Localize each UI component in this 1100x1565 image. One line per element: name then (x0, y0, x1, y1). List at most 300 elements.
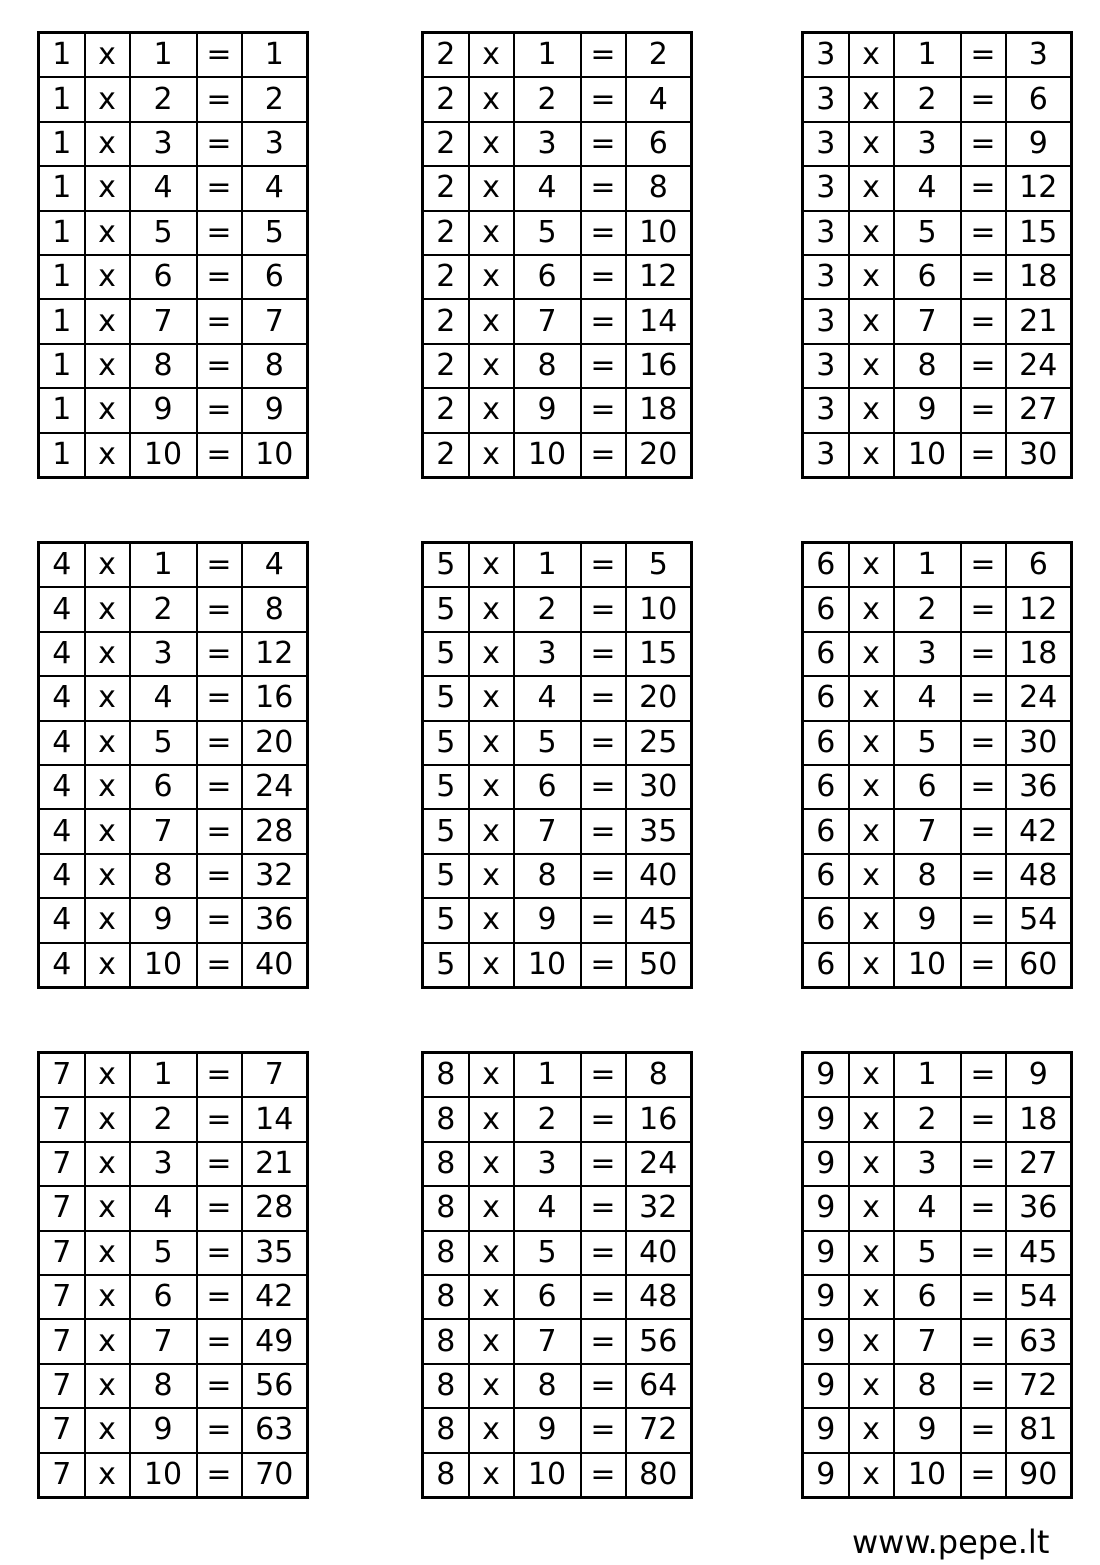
multiplier-cell: 6 (894, 765, 961, 809)
times-sign-cell: x (85, 1186, 130, 1230)
multiplicand-cell: 4 (39, 676, 85, 720)
table-row (803, 77, 1072, 121)
multiplier-cell: 2 (894, 77, 961, 121)
multiplier-cell: 10 (894, 1453, 961, 1498)
multiplicand-cell: 6 (803, 898, 849, 942)
times-sign-cell: x (85, 721, 130, 765)
times-sign-cell: x (849, 765, 894, 809)
times-sign-cell: x (849, 1142, 894, 1186)
times-sign-cell: x (85, 1097, 130, 1141)
product-cell: 64 (626, 1364, 692, 1408)
equals-sign-cell: = (197, 1053, 242, 1098)
table-row (423, 809, 692, 853)
multiplicand-cell: 7 (39, 1097, 85, 1141)
multiplicand-cell: 6 (803, 765, 849, 809)
times-sign-cell: x (849, 1275, 894, 1319)
multiplier-cell: 10 (514, 1453, 581, 1498)
table-row (39, 1186, 308, 1230)
multiplicand-cell: 6 (803, 809, 849, 853)
times-sign-cell: x (469, 166, 514, 210)
table-row (803, 543, 1072, 588)
equals-sign-cell: = (581, 122, 626, 166)
times-sign-cell: x (85, 809, 130, 853)
multiplier-cell: 7 (514, 299, 581, 343)
multiplier-cell: 1 (130, 33, 197, 78)
product-cell: 2 (626, 33, 692, 78)
product-cell: 63 (1006, 1319, 1072, 1363)
multiplicand-cell: 4 (39, 943, 85, 988)
product-cell: 32 (626, 1186, 692, 1230)
equals-sign-cell: = (197, 854, 242, 898)
equals-sign-cell: = (197, 765, 242, 809)
multiplier-cell: 6 (130, 765, 197, 809)
table-row (803, 1275, 1072, 1319)
table-row (803, 344, 1072, 388)
product-cell: 20 (626, 676, 692, 720)
multiplicand-cell: 7 (39, 1053, 85, 1098)
table-row (39, 1053, 308, 1098)
table-row (39, 943, 308, 988)
table-row (803, 721, 1072, 765)
product-cell: 24 (1006, 676, 1072, 720)
table-row (423, 433, 692, 478)
table-row (39, 1142, 308, 1186)
equals-sign-cell: = (581, 809, 626, 853)
equals-sign-cell: = (197, 1186, 242, 1230)
times-sign-cell: x (849, 587, 894, 631)
multiplier-cell: 4 (130, 676, 197, 720)
product-cell: 48 (1006, 854, 1072, 898)
multiplicand-cell: 7 (39, 1231, 85, 1275)
multiplicand-cell: 4 (39, 721, 85, 765)
equals-sign-cell: = (197, 166, 242, 210)
multiplicand-cell: 4 (39, 854, 85, 898)
multiplicand-cell: 2 (423, 122, 469, 166)
product-cell: 12 (242, 632, 308, 676)
product-cell: 49 (242, 1319, 308, 1363)
equals-sign-cell: = (581, 1053, 626, 1098)
times-sign-cell: x (849, 166, 894, 210)
multiplicand-cell: 4 (39, 898, 85, 942)
multiplier-cell: 6 (514, 255, 581, 299)
times-table-2 (421, 31, 693, 479)
table-row (803, 433, 1072, 478)
product-cell: 10 (242, 433, 308, 478)
multiplier-cell: 1 (514, 1053, 581, 1098)
multiplicand-cell: 9 (803, 1231, 849, 1275)
equals-sign-cell: = (581, 676, 626, 720)
multiplier-cell: 6 (130, 255, 197, 299)
equals-sign-cell: = (197, 255, 242, 299)
product-cell: 25 (626, 721, 692, 765)
multiplicand-cell: 2 (423, 211, 469, 255)
times-sign-cell: x (85, 1408, 130, 1452)
table-row (803, 388, 1072, 432)
product-cell: 56 (242, 1364, 308, 1408)
multiplicand-cell: 8 (423, 1097, 469, 1141)
equals-sign-cell: = (581, 543, 626, 588)
equals-sign-cell: = (581, 299, 626, 343)
multiplicand-cell: 2 (423, 255, 469, 299)
equals-sign-cell: = (581, 344, 626, 388)
product-cell: 36 (1006, 765, 1072, 809)
equals-sign-cell: = (961, 122, 1006, 166)
times-sign-cell: x (849, 721, 894, 765)
equals-sign-cell: = (581, 765, 626, 809)
equals-sign-cell: = (581, 33, 626, 78)
multiplier-cell: 1 (894, 543, 961, 588)
table-row (39, 166, 308, 210)
equals-sign-cell: = (961, 211, 1006, 255)
product-cell: 6 (242, 255, 308, 299)
times-sign-cell: x (849, 1319, 894, 1363)
multiplier-cell: 5 (894, 211, 961, 255)
product-cell: 3 (242, 122, 308, 166)
times-sign-cell: x (469, 1408, 514, 1452)
equals-sign-cell: = (197, 1364, 242, 1408)
multiplicand-cell: 9 (803, 1186, 849, 1230)
multiplier-cell: 9 (514, 388, 581, 432)
table-row (39, 344, 308, 388)
times-sign-cell: x (469, 721, 514, 765)
product-cell: 72 (626, 1408, 692, 1452)
multiplicand-cell: 5 (423, 854, 469, 898)
product-cell: 28 (242, 809, 308, 853)
equals-sign-cell: = (961, 1453, 1006, 1498)
multiplicand-cell: 5 (423, 676, 469, 720)
times-table-4 (37, 541, 309, 989)
multiplicand-cell: 6 (803, 721, 849, 765)
times-sign-cell: x (85, 898, 130, 942)
multiplicand-cell: 1 (39, 344, 85, 388)
table-row (423, 299, 692, 343)
table-row (423, 943, 692, 988)
multiplier-cell: 8 (514, 344, 581, 388)
product-cell: 12 (1006, 166, 1072, 210)
table-row (39, 898, 308, 942)
times-sign-cell: x (469, 898, 514, 942)
multiplier-cell: 9 (514, 1408, 581, 1452)
multiplier-cell: 5 (514, 211, 581, 255)
equals-sign-cell: = (197, 543, 242, 588)
product-cell: 12 (626, 255, 692, 299)
multiplicand-cell: 4 (39, 809, 85, 853)
table-row (39, 299, 308, 343)
product-cell: 6 (1006, 543, 1072, 588)
table-row (803, 211, 1072, 255)
multiplicand-cell: 5 (423, 587, 469, 631)
equals-sign-cell: = (961, 166, 1006, 210)
multiplicand-cell: 3 (803, 388, 849, 432)
times-sign-cell: x (849, 1231, 894, 1275)
multiplier-cell: 10 (514, 433, 581, 478)
multiplier-cell: 3 (130, 122, 197, 166)
table-row (39, 721, 308, 765)
multiplicand-cell: 4 (39, 632, 85, 676)
product-cell: 7 (242, 1053, 308, 1098)
table-row (803, 33, 1072, 78)
times-sign-cell: x (469, 77, 514, 121)
multiplicand-cell: 9 (803, 1408, 849, 1452)
multiplier-cell: 6 (894, 255, 961, 299)
times-sign-cell: x (85, 1053, 130, 1098)
table-row (803, 255, 1072, 299)
table-row (423, 898, 692, 942)
product-cell: 24 (242, 765, 308, 809)
equals-sign-cell: = (197, 1319, 242, 1363)
multiplicand-cell: 3 (803, 122, 849, 166)
multiplier-cell: 7 (894, 809, 961, 853)
product-cell: 27 (1006, 388, 1072, 432)
times-table-6 (801, 541, 1073, 989)
equals-sign-cell: = (581, 388, 626, 432)
multiplicand-cell: 1 (39, 77, 85, 121)
product-cell: 8 (242, 344, 308, 388)
equals-sign-cell: = (961, 587, 1006, 631)
multiplier-cell: 8 (130, 1364, 197, 1408)
table-row (39, 255, 308, 299)
multiplier-cell: 3 (130, 1142, 197, 1186)
times-sign-cell: x (85, 122, 130, 166)
multiplicand-cell: 6 (803, 543, 849, 588)
times-sign-cell: x (469, 1231, 514, 1275)
equals-sign-cell: = (581, 77, 626, 121)
multiplier-cell: 6 (894, 1275, 961, 1319)
product-cell: 35 (242, 1231, 308, 1275)
multiplier-cell: 9 (130, 1408, 197, 1452)
multiplicand-cell: 1 (39, 166, 85, 210)
multiplier-cell: 4 (894, 676, 961, 720)
multiplicand-cell: 6 (803, 854, 849, 898)
times-sign-cell: x (849, 1097, 894, 1141)
multiplier-cell: 4 (514, 1186, 581, 1230)
product-cell: 32 (242, 854, 308, 898)
equals-sign-cell: = (961, 543, 1006, 588)
times-sign-cell: x (469, 943, 514, 988)
multiplicand-cell: 8 (423, 1186, 469, 1230)
times-sign-cell: x (849, 809, 894, 853)
equals-sign-cell: = (961, 765, 1006, 809)
multiplier-cell: 2 (514, 77, 581, 121)
multiplicand-cell: 8 (423, 1319, 469, 1363)
times-sign-cell: x (849, 388, 894, 432)
times-sign-cell: x (849, 33, 894, 78)
multiplicand-cell: 9 (803, 1142, 849, 1186)
equals-sign-cell: = (197, 809, 242, 853)
equals-sign-cell: = (197, 1142, 242, 1186)
times-table-3 (801, 31, 1073, 479)
times-sign-cell: x (849, 344, 894, 388)
multiplier-cell: 1 (514, 543, 581, 588)
multiplier-cell: 4 (130, 166, 197, 210)
multiplier-cell: 8 (894, 854, 961, 898)
multiplicand-cell: 2 (423, 166, 469, 210)
equals-sign-cell: = (581, 1364, 626, 1408)
product-cell: 4 (242, 543, 308, 588)
equals-sign-cell: = (961, 77, 1006, 121)
product-cell: 70 (242, 1453, 308, 1498)
table-row (423, 1097, 692, 1141)
multiplicand-cell: 8 (423, 1453, 469, 1498)
table-row (803, 166, 1072, 210)
table-row (803, 1053, 1072, 1098)
product-cell: 18 (1006, 255, 1072, 299)
multiplicand-cell: 1 (39, 122, 85, 166)
times-sign-cell: x (469, 211, 514, 255)
times-sign-cell: x (85, 344, 130, 388)
times-sign-cell: x (85, 299, 130, 343)
table-row (803, 299, 1072, 343)
times-sign-cell: x (469, 543, 514, 588)
multiplicand-cell: 7 (39, 1453, 85, 1498)
times-sign-cell: x (469, 1319, 514, 1363)
times-sign-cell: x (849, 543, 894, 588)
multiplier-cell: 9 (894, 388, 961, 432)
multiplicand-cell: 3 (803, 255, 849, 299)
multiplier-cell: 2 (130, 587, 197, 631)
multiplicand-cell: 7 (39, 1142, 85, 1186)
multiplicand-cell: 8 (423, 1142, 469, 1186)
times-table-5 (421, 541, 693, 989)
product-cell: 4 (626, 77, 692, 121)
times-sign-cell: x (85, 433, 130, 478)
table-row (803, 943, 1072, 988)
table-row (803, 1408, 1072, 1452)
multiplicand-cell: 2 (423, 299, 469, 343)
table-row (423, 1364, 692, 1408)
equals-sign-cell: = (197, 721, 242, 765)
equals-sign-cell: = (581, 1097, 626, 1141)
table-row (423, 166, 692, 210)
multiplicand-cell: 5 (423, 543, 469, 588)
product-cell: 8 (242, 587, 308, 631)
times-sign-cell: x (469, 344, 514, 388)
times-sign-cell: x (469, 1275, 514, 1319)
multiplicand-cell: 6 (803, 632, 849, 676)
multiplicand-cell: 1 (39, 299, 85, 343)
multiplier-cell: 2 (514, 587, 581, 631)
multiplier-cell: 6 (514, 1275, 581, 1319)
product-cell: 42 (1006, 809, 1072, 853)
table-row (39, 809, 308, 853)
product-cell: 3 (1006, 33, 1072, 78)
times-sign-cell: x (85, 211, 130, 255)
equals-sign-cell: = (961, 1097, 1006, 1141)
equals-sign-cell: = (581, 211, 626, 255)
times-sign-cell: x (849, 299, 894, 343)
multiplier-cell: 8 (514, 1364, 581, 1408)
equals-sign-cell: = (961, 255, 1006, 299)
equals-sign-cell: = (961, 299, 1006, 343)
equals-sign-cell: = (197, 1275, 242, 1319)
multiplier-cell: 3 (514, 122, 581, 166)
times-table-7 (37, 1051, 309, 1499)
product-cell: 9 (1006, 122, 1072, 166)
product-cell: 8 (626, 1053, 692, 1098)
table-row (423, 33, 692, 78)
multiplier-cell: 1 (894, 33, 961, 78)
multiplier-cell: 3 (894, 1142, 961, 1186)
multiplicand-cell: 2 (423, 33, 469, 78)
multiplicand-cell: 9 (803, 1097, 849, 1141)
times-sign-cell: x (85, 77, 130, 121)
product-cell: 6 (626, 122, 692, 166)
times-sign-cell: x (469, 433, 514, 478)
product-cell: 20 (242, 721, 308, 765)
equals-sign-cell: = (197, 1097, 242, 1141)
table-row (39, 1408, 308, 1452)
multiplier-cell: 3 (894, 632, 961, 676)
times-sign-cell: x (849, 1453, 894, 1498)
times-table-8 (421, 1051, 693, 1499)
multiplier-cell: 3 (130, 632, 197, 676)
times-sign-cell: x (849, 854, 894, 898)
equals-sign-cell: = (581, 943, 626, 988)
table-row (803, 1231, 1072, 1275)
multiplier-cell: 8 (130, 344, 197, 388)
equals-sign-cell: = (961, 344, 1006, 388)
multiplicand-cell: 7 (39, 1408, 85, 1452)
table-row (423, 122, 692, 166)
table-row (39, 33, 308, 78)
table-row (803, 1364, 1072, 1408)
multiplicand-cell: 5 (423, 809, 469, 853)
product-cell: 35 (626, 809, 692, 853)
product-cell: 15 (1006, 211, 1072, 255)
times-sign-cell: x (849, 255, 894, 299)
equals-sign-cell: = (197, 943, 242, 988)
table-row (423, 854, 692, 898)
times-sign-cell: x (469, 255, 514, 299)
table-row (39, 433, 308, 478)
times-sign-cell: x (85, 943, 130, 988)
times-sign-cell: x (85, 543, 130, 588)
multiplicand-cell: 8 (423, 1364, 469, 1408)
equals-sign-cell: = (197, 33, 242, 78)
table-row (423, 543, 692, 588)
table-row (39, 1453, 308, 1498)
multiplier-cell: 5 (130, 1231, 197, 1275)
multiplier-cell: 2 (514, 1097, 581, 1141)
times-sign-cell: x (469, 765, 514, 809)
times-sign-cell: x (849, 676, 894, 720)
product-cell: 2 (242, 77, 308, 121)
multiplier-cell: 4 (130, 1186, 197, 1230)
times-sign-cell: x (849, 898, 894, 942)
multiplier-cell: 9 (514, 898, 581, 942)
product-cell: 9 (1006, 1053, 1072, 1098)
product-cell: 1 (242, 33, 308, 78)
times-sign-cell: x (469, 1097, 514, 1141)
product-cell: 10 (626, 211, 692, 255)
table-row (803, 1453, 1072, 1498)
table-row (423, 255, 692, 299)
multiplier-cell: 8 (894, 344, 961, 388)
multiplicand-cell: 7 (39, 1186, 85, 1230)
product-cell: 24 (1006, 344, 1072, 388)
multiplicand-cell: 5 (423, 765, 469, 809)
multiplicand-cell: 9 (803, 1319, 849, 1363)
multiplier-cell: 2 (894, 1097, 961, 1141)
times-sign-cell: x (85, 632, 130, 676)
product-cell: 45 (626, 898, 692, 942)
multiplier-cell: 6 (514, 765, 581, 809)
equals-sign-cell: = (961, 676, 1006, 720)
product-cell: 90 (1006, 1453, 1072, 1498)
table-row (39, 1275, 308, 1319)
multiplier-cell: 5 (130, 721, 197, 765)
equals-sign-cell: = (961, 1186, 1006, 1230)
